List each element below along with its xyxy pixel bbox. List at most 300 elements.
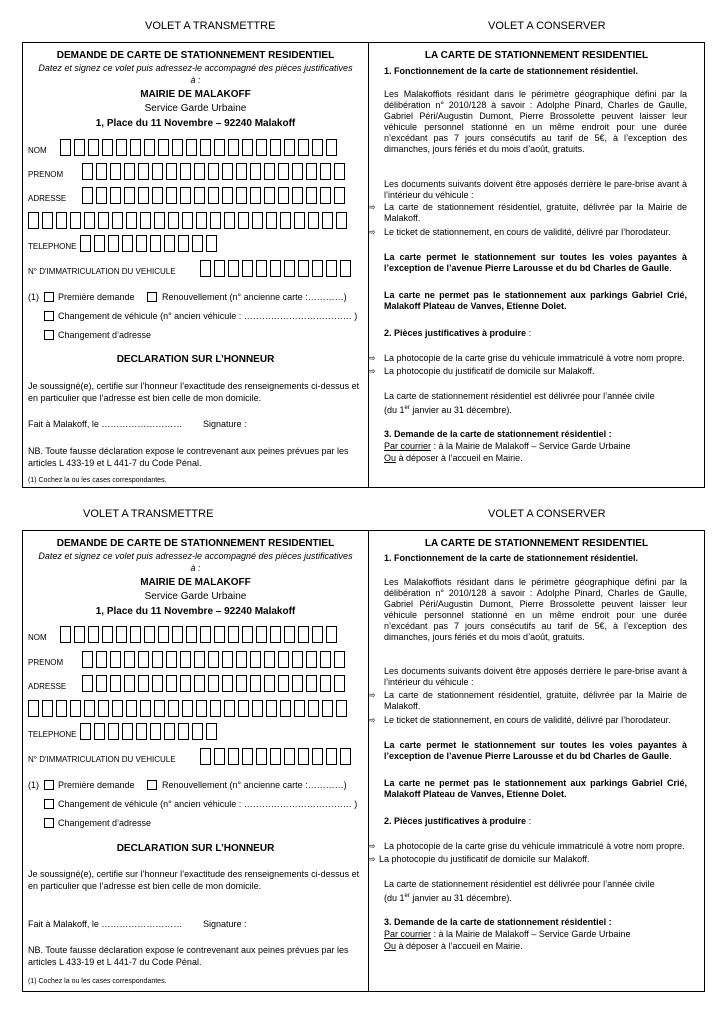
option-changement-vehicule: Changement de véhicule (n° ancien véhicule : ……………………………… ): [58, 311, 358, 321]
char-box[interactable]: [28, 700, 39, 717]
bullet-ticket: Le ticket de stationnement, en cours de validité, délivré par l’horodateur.: [384, 227, 671, 237]
char-box[interactable]: [306, 163, 317, 180]
fait-a: Fait à Malakoff, le ………………………: [28, 919, 183, 929]
label-nom: NOM: [28, 633, 47, 642]
char-box[interactable]: [306, 651, 317, 668]
arrow-right-icon: ⇨: [368, 227, 376, 237]
char-box[interactable]: [98, 212, 109, 229]
char-box[interactable]: [166, 675, 177, 692]
char-box[interactable]: [194, 675, 205, 692]
char-box[interactable]: [238, 212, 249, 229]
section-1-title: 1. Fonctionnement de la carte de stationnement résidentiel.: [384, 553, 639, 563]
char-box[interactable]: [116, 139, 127, 156]
char-box[interactable]: [208, 163, 219, 180]
char-box[interactable]: [214, 626, 225, 643]
option-changement-adresse: Changement d’adresse: [58, 330, 152, 340]
char-box[interactable]: [270, 748, 281, 765]
char-box[interactable]: [264, 187, 275, 204]
char-box[interactable]: [140, 212, 151, 229]
char-box[interactable]: [252, 700, 263, 717]
char-box[interactable]: [256, 260, 267, 277]
label-immat: N° D'IMMATRICULATION DU VEHICULE: [28, 755, 176, 764]
char-box[interactable]: [242, 748, 253, 765]
char-box[interactable]: [280, 700, 291, 717]
char-box[interactable]: [236, 675, 247, 692]
char-box[interactable]: [182, 700, 193, 717]
char-box[interactable]: [192, 723, 203, 740]
char-box[interactable]: [98, 700, 109, 717]
char-box[interactable]: [340, 260, 351, 277]
char-box[interactable]: [138, 675, 149, 692]
char-box[interactable]: [206, 723, 217, 740]
char-box[interactable]: [284, 748, 295, 765]
char-box[interactable]: [150, 235, 161, 252]
form-subtitle: Datez et signez ce volet puis adressez-le accompagné des pièces justificatives: [38, 63, 353, 73]
label-adresse: ADRESSE: [28, 682, 67, 691]
frame-divider: [368, 530, 369, 992]
char-box[interactable]: [108, 235, 119, 252]
char-box[interactable]: [284, 260, 295, 277]
info-title: LA CARTE DE STATIONNEMENT RESIDENTIEL: [424, 538, 649, 549]
char-box[interactable]: [294, 700, 305, 717]
char-box[interactable]: [284, 139, 295, 156]
char-box[interactable]: [200, 626, 211, 643]
option-renouvellement: Renouvellement (n° ancienne carte :…………): [162, 780, 347, 790]
char-box[interactable]: [154, 212, 165, 229]
char-box[interactable]: [266, 700, 277, 717]
char-box[interactable]: [84, 700, 95, 717]
char-box[interactable]: [102, 626, 113, 643]
char-box[interactable]: [96, 163, 107, 180]
char-box[interactable]: [180, 187, 191, 204]
char-box[interactable]: [256, 748, 267, 765]
char-box[interactable]: [206, 235, 217, 252]
char-box[interactable]: [136, 235, 147, 252]
char-box[interactable]: [168, 700, 179, 717]
char-box[interactable]: [194, 163, 205, 180]
input-adresse-1[interactable]: [82, 675, 348, 692]
char-box[interactable]: [94, 723, 105, 740]
char-box[interactable]: [222, 651, 233, 668]
char-box[interactable]: [298, 748, 309, 765]
label-nom: NOM: [28, 146, 47, 155]
char-box[interactable]: [82, 187, 93, 204]
char-box[interactable]: [110, 187, 121, 204]
char-box[interactable]: [70, 212, 81, 229]
note-voies-payantes: La carte permet le stationnement sur toutes les voies payantes à l’exception de l’avenue Pierre Larousse et du bd Charles de Gaulle.: [384, 740, 687, 761]
char-box[interactable]: [150, 723, 161, 740]
char-box[interactable]: [250, 187, 261, 204]
arrow-right-icon: ⇨: [368, 202, 376, 212]
option-changement-vehicule: Changement de véhicule (n° ancien véhicule : ……………………………… ): [58, 799, 358, 809]
char-box[interactable]: [96, 651, 107, 668]
char-box[interactable]: [236, 163, 247, 180]
bullet-carte: La carte de stationnement résidentiel, gratuite, délivrée par la Mairie de Malakoff.: [384, 202, 687, 223]
char-box[interactable]: [298, 139, 309, 156]
char-box[interactable]: [336, 700, 347, 717]
input-prenom[interactable]: [82, 651, 348, 668]
input-immat[interactable]: [200, 260, 354, 277]
section-3-title: 3. Demande de la carte de stationnement résidentiel :: [384, 429, 612, 439]
char-box[interactable]: [122, 235, 133, 252]
char-box[interactable]: [164, 723, 175, 740]
option-note: (1): [28, 780, 39, 790]
declaration-line-2: en particulier que l’adresse est bien celle de mon domicile.: [28, 393, 262, 403]
char-box[interactable]: [28, 212, 39, 229]
char-box[interactable]: [228, 748, 239, 765]
char-box[interactable]: [280, 212, 291, 229]
char-box[interactable]: [60, 139, 71, 156]
header-transmettre: VOLET A TRANSMETTRE: [145, 20, 276, 32]
checkbox-renouvellement[interactable]: [147, 780, 157, 790]
input-nom[interactable]: [60, 139, 340, 156]
char-box[interactable]: [250, 675, 261, 692]
paragraph-fonctionnement: Les Malakoffiots résidant dans le périmètre géographique défini par la délibération n° 2010/128 à savoir : Adolphe Pinard, Charles de Gaulle, Gabriel Péri/Augustin Dumont, Pierre Brossolette peuvent laisser leur véhicule personnel stationné en un même endroit pour une durée n’excédant pas 7 jours consécutifs au tarif de 5€, à l’exception des dimanches, jours fériés et du mois d’août, gratuits.: [384, 577, 687, 642]
signature-label: Signature :: [203, 419, 247, 429]
char-box[interactable]: [82, 163, 93, 180]
input-telephone[interactable]: [80, 235, 220, 252]
char-box[interactable]: [126, 700, 137, 717]
declaration-line-1: Je soussigné(e), certifie sur l’honneur l’exactitude des renseignements ci-dessus et: [28, 381, 360, 391]
arrow-right-icon: ⇨: [368, 854, 376, 864]
char-box[interactable]: [214, 139, 225, 156]
service-name: Service Garde Urbaine: [144, 591, 247, 602]
char-box[interactable]: [306, 675, 317, 692]
char-box[interactable]: [278, 651, 289, 668]
char-box[interactable]: [152, 187, 163, 204]
char-box[interactable]: [278, 163, 289, 180]
arrow-right-icon: ⇨: [368, 366, 376, 376]
service-name: Service Garde Urbaine: [144, 103, 247, 114]
char-box[interactable]: [56, 212, 67, 229]
label-telephone: TELEPHONE: [28, 242, 77, 251]
char-box[interactable]: [308, 212, 319, 229]
char-box[interactable]: [284, 626, 295, 643]
char-box[interactable]: [242, 139, 253, 156]
char-box[interactable]: [138, 163, 149, 180]
paragraph-documents: Les documents suivants doivent être apposés derrière le pare-brise avant à l’intérieur du véhicule :: [384, 666, 687, 687]
char-box[interactable]: [264, 651, 275, 668]
char-box[interactable]: [238, 700, 249, 717]
label-prenom: PRENOM: [28, 170, 64, 179]
char-box[interactable]: [172, 139, 183, 156]
char-box[interactable]: [200, 748, 211, 765]
char-box[interactable]: [74, 139, 85, 156]
arrow-right-icon: ⇨: [368, 841, 376, 851]
char-box[interactable]: [312, 748, 323, 765]
header-conserver: VOLET A CONSERVER: [488, 20, 606, 32]
char-box[interactable]: [196, 212, 207, 229]
char-box[interactable]: [270, 139, 281, 156]
header-conserver: VOLET A CONSERVER: [488, 508, 606, 520]
demande-courrier: Par courrier : à la Mairie de Malakoff – Service Garde Urbaine: [384, 929, 631, 939]
checkbox-premiere-demande[interactable]: [44, 292, 54, 302]
char-box[interactable]: [326, 626, 337, 643]
char-box[interactable]: [42, 212, 53, 229]
checkbox-premiere-demande[interactable]: [44, 780, 54, 790]
char-box[interactable]: [124, 651, 135, 668]
char-box[interactable]: [124, 187, 135, 204]
char-box[interactable]: [334, 651, 345, 668]
char-box[interactable]: [306, 187, 317, 204]
char-box[interactable]: [292, 675, 303, 692]
option-premiere-demande: Première demande: [58, 780, 135, 790]
char-box[interactable]: [94, 235, 105, 252]
char-box[interactable]: [322, 700, 333, 717]
checkbox-changement-vehicule[interactable]: [44, 799, 54, 809]
char-box[interactable]: [256, 626, 267, 643]
char-box[interactable]: [110, 651, 121, 668]
form-a: à :: [190, 563, 201, 573]
char-box[interactable]: [208, 651, 219, 668]
footnote: (1) Cochez la ou les cases correspondantes.: [28, 978, 167, 985]
nb-line-1: NB. Toute fausse déclaration expose le contrevenant aux peines prévues par les: [28, 446, 349, 456]
piece-carte-grise: La photocopie de la carte grise du véhicule immatriculé à votre nom propre.: [384, 353, 685, 363]
char-box[interactable]: [222, 675, 233, 692]
char-box[interactable]: [250, 651, 261, 668]
char-box[interactable]: [112, 212, 123, 229]
char-box[interactable]: [322, 212, 333, 229]
char-box[interactable]: [154, 700, 165, 717]
char-box[interactable]: [294, 212, 305, 229]
input-nom[interactable]: [60, 626, 340, 643]
validite-line-1: La carte de stationnement résidentiel est délivrée pour l’année civile: [384, 391, 655, 401]
char-box[interactable]: [278, 187, 289, 204]
char-box[interactable]: [312, 626, 323, 643]
char-box[interactable]: [236, 187, 247, 204]
input-adresse-2[interactable]: [28, 700, 350, 717]
char-box[interactable]: [152, 675, 163, 692]
char-box[interactable]: [112, 700, 123, 717]
char-box[interactable]: [70, 700, 81, 717]
char-box[interactable]: [166, 651, 177, 668]
char-box[interactable]: [336, 212, 347, 229]
char-box[interactable]: [80, 235, 91, 252]
nb-line-1: NB. Toute fausse déclaration expose le contrevenant aux peines prévues par les: [28, 945, 349, 955]
char-box[interactable]: [242, 626, 253, 643]
header-transmettre: VOLET A TRANSMETTRE: [83, 508, 214, 520]
input-telephone[interactable]: [80, 723, 220, 740]
char-box[interactable]: [252, 212, 263, 229]
char-box[interactable]: [138, 187, 149, 204]
char-box[interactable]: [334, 675, 345, 692]
char-box[interactable]: [138, 651, 149, 668]
char-box[interactable]: [292, 163, 303, 180]
arrow-right-icon: ⇨: [368, 690, 376, 700]
char-box[interactable]: [80, 723, 91, 740]
char-box[interactable]: [158, 626, 169, 643]
char-box[interactable]: [144, 139, 155, 156]
char-box[interactable]: [180, 163, 191, 180]
char-box[interactable]: [122, 723, 133, 740]
declaration-line-2: en particulier que l’adresse est bien celle de mon domicile.: [28, 881, 262, 891]
char-box[interactable]: [292, 187, 303, 204]
char-box[interactable]: [96, 675, 107, 692]
char-box[interactable]: [126, 212, 137, 229]
char-box[interactable]: [194, 651, 205, 668]
char-box[interactable]: [144, 626, 155, 643]
char-box[interactable]: [116, 626, 127, 643]
char-box[interactable]: [298, 626, 309, 643]
char-box[interactable]: [326, 748, 337, 765]
mairie-name: MAIRIE DE MALAKOFF: [140, 577, 251, 588]
char-box[interactable]: [320, 187, 331, 204]
char-box[interactable]: [270, 260, 281, 277]
char-box[interactable]: [152, 651, 163, 668]
note-parkings: La carte ne permet pas le stationnement aux parkings Gabriel Crié, Malakoff Plateau de Vanves, Etienne Dolet.: [384, 290, 687, 311]
demande-accueil: Ou à déposer à l’accueil en Mairie.: [384, 941, 523, 951]
char-box[interactable]: [320, 651, 331, 668]
paragraph-documents: Les documents suivants doivent être apposés derrière le pare-brise avant à l’intérieur du véhicule :: [384, 179, 687, 200]
option-renouvellement: Renouvellement (n° ancienne carte :…………): [162, 292, 347, 302]
declaration-line-1: Je soussigné(e), certifie sur l’honneur l’exactitude des renseignements ci-dessus et: [28, 869, 360, 879]
mairie-address: 1, Place du 11 Novembre – 92240 Malakoff: [95, 118, 296, 129]
char-box[interactable]: [84, 212, 95, 229]
char-box[interactable]: [326, 260, 337, 277]
char-box[interactable]: [178, 723, 189, 740]
char-box[interactable]: [222, 187, 233, 204]
char-box[interactable]: [186, 626, 197, 643]
char-box[interactable]: [136, 723, 147, 740]
char-box[interactable]: [88, 139, 99, 156]
char-box[interactable]: [292, 651, 303, 668]
arrow-right-icon: ⇨: [368, 715, 376, 725]
char-box[interactable]: [264, 163, 275, 180]
char-box[interactable]: [130, 139, 141, 156]
form-a: à :: [190, 75, 201, 85]
note-parkings: La carte ne permet pas le stationnement aux parkings Gabriel Crié, Malakoff Plateau de Vanves, Etienne Dolet.: [384, 778, 687, 799]
fait-a: Fait à Malakoff, le ………………………: [28, 419, 183, 429]
char-box[interactable]: [224, 700, 235, 717]
input-immat[interactable]: [200, 748, 354, 765]
char-box[interactable]: [308, 700, 319, 717]
char-box[interactable]: [320, 163, 331, 180]
char-box[interactable]: [166, 163, 177, 180]
char-box[interactable]: [82, 651, 93, 668]
label-telephone: TELEPHONE: [28, 730, 77, 739]
char-box[interactable]: [200, 260, 211, 277]
footnote: (1) Cochez la ou les cases correspondantes.: [28, 477, 167, 484]
checkbox-changement-vehicule[interactable]: [44, 311, 54, 321]
mairie-name: MAIRIE DE MALAKOFF: [140, 89, 251, 100]
char-box[interactable]: [108, 723, 119, 740]
paragraph-fonctionnement: Les Malakoffiots résidant dans le périmètre géographique défini par la délibération n° 2010/128 à savoir : Adolphe Pinard, Charles de Gaulle, Gabriel Péri/Augustin Dumont, Pierre Brossolette peuvent laisser leur véhicule personnel stationné en un même endroit pour une durée n’excédant pas 7 jours consécutifs au tarif de 5€, à l’exception des dimanches, jours fériés et du mois d’août, gratuits.: [384, 89, 687, 154]
form-title: DEMANDE DE CARTE DE STATIONNEMENT RESIDENTIEL: [56, 50, 335, 61]
char-box[interactable]: [102, 139, 113, 156]
checkbox-renouvellement[interactable]: [147, 292, 157, 302]
char-box[interactable]: [320, 675, 331, 692]
option-note: (1): [28, 292, 39, 302]
char-box[interactable]: [334, 163, 345, 180]
char-box[interactable]: [168, 212, 179, 229]
demande-courrier: Par courrier : à la Mairie de Malakoff – Service Garde Urbaine: [384, 441, 631, 451]
char-box[interactable]: [256, 139, 267, 156]
char-box[interactable]: [110, 163, 121, 180]
piece-justificatif: La photocopie du justificatif de domicile sur Malakoff.: [379, 854, 590, 864]
char-box[interactable]: [82, 675, 93, 692]
char-box[interactable]: [228, 139, 239, 156]
nb-line-2: articles L 433-19 et L 441-7 du Code Pénal.: [28, 957, 202, 967]
piece-justificatif: La photocopie du justificatif de domicile sur Malakoff.: [384, 366, 595, 376]
char-box[interactable]: [166, 187, 177, 204]
bullet-carte: La carte de stationnement résidentiel, gratuite, délivrée par la Mairie de Malakoff.: [384, 690, 687, 711]
char-box[interactable]: [242, 260, 253, 277]
input-prenom[interactable]: [82, 163, 348, 180]
char-box[interactable]: [42, 700, 53, 717]
char-box[interactable]: [182, 212, 193, 229]
char-box[interactable]: [250, 163, 261, 180]
char-box[interactable]: [222, 163, 233, 180]
char-box[interactable]: [214, 748, 225, 765]
char-box[interactable]: [152, 163, 163, 180]
input-adresse-1[interactable]: [82, 187, 348, 204]
char-box[interactable]: [56, 700, 67, 717]
char-box[interactable]: [110, 675, 121, 692]
char-box[interactable]: [312, 139, 323, 156]
char-box[interactable]: [208, 675, 219, 692]
checkbox-changement-adresse[interactable]: [44, 818, 54, 828]
char-box[interactable]: [270, 626, 281, 643]
char-box[interactable]: [278, 675, 289, 692]
char-box[interactable]: [186, 139, 197, 156]
char-box[interactable]: [210, 212, 221, 229]
form-subtitle: Datez et signez ce volet puis adressez-le accompagné des pièces justificatives: [38, 551, 353, 561]
arrow-right-icon: ⇨: [368, 353, 376, 363]
char-box[interactable]: [236, 651, 247, 668]
char-box[interactable]: [60, 626, 71, 643]
char-box[interactable]: [130, 626, 141, 643]
char-box[interactable]: [172, 626, 183, 643]
declaration-title: DECLARATION SUR L’HONNEUR: [116, 354, 275, 365]
char-box[interactable]: [124, 675, 135, 692]
char-box[interactable]: [224, 212, 235, 229]
section-2-title: 2. Pièces justificatives à produire :: [384, 328, 532, 338]
char-box[interactable]: [264, 675, 275, 692]
char-box[interactable]: [88, 626, 99, 643]
char-box[interactable]: [178, 235, 189, 252]
char-box[interactable]: [228, 626, 239, 643]
char-box[interactable]: [266, 212, 277, 229]
char-box[interactable]: [326, 139, 337, 156]
validite-line-2: (du 1er janvier au 31 décembre).: [384, 405, 512, 415]
char-box[interactable]: [334, 187, 345, 204]
piece-carte-grise: La photocopie de la carte grise du véhicule immatriculé à votre nom propre.: [384, 841, 685, 851]
char-box[interactable]: [196, 700, 207, 717]
char-box[interactable]: [340, 748, 351, 765]
char-box[interactable]: [192, 235, 203, 252]
char-box[interactable]: [298, 260, 309, 277]
char-box[interactable]: [74, 626, 85, 643]
label-adresse: ADRESSE: [28, 194, 67, 203]
char-box[interactable]: [180, 651, 191, 668]
checkbox-changement-adresse[interactable]: [44, 330, 54, 340]
char-box[interactable]: [312, 260, 323, 277]
nb-line-2: articles L 433-19 et L 441-7 du Code Pénal.: [28, 458, 202, 468]
char-box[interactable]: [208, 187, 219, 204]
input-adresse-2[interactable]: [28, 212, 350, 229]
char-box[interactable]: [96, 187, 107, 204]
char-box[interactable]: [200, 139, 211, 156]
char-box[interactable]: [158, 139, 169, 156]
char-box[interactable]: [180, 675, 191, 692]
char-box[interactable]: [210, 700, 221, 717]
char-box[interactable]: [228, 260, 239, 277]
char-box[interactable]: [194, 187, 205, 204]
char-box[interactable]: [214, 260, 225, 277]
char-box[interactable]: [124, 163, 135, 180]
char-box[interactable]: [164, 235, 175, 252]
char-box[interactable]: [140, 700, 151, 717]
